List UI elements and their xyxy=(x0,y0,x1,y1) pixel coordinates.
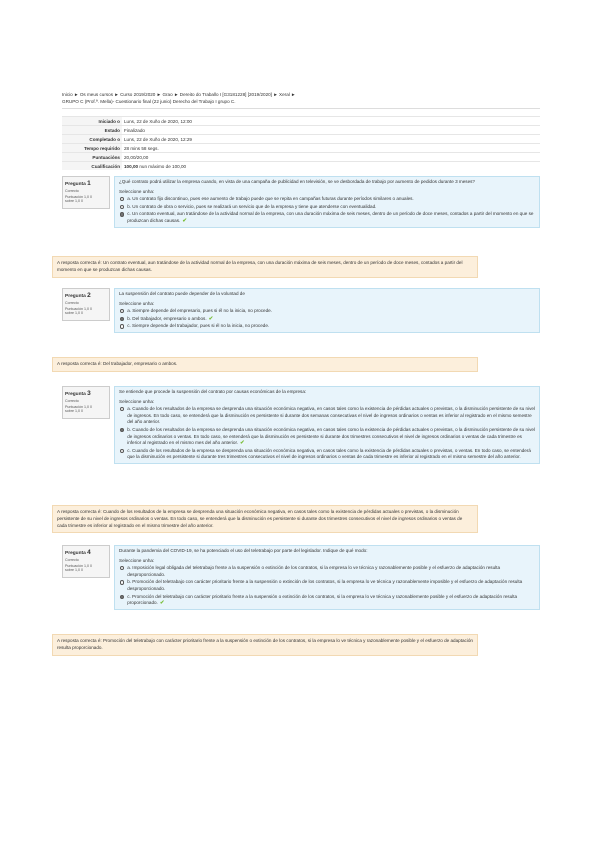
question-score xyxy=(65,564,107,572)
answer-option[interactable] xyxy=(119,594,535,607)
answer-option[interactable] xyxy=(119,579,535,592)
summary-value xyxy=(122,162,540,171)
radio-button[interactable] xyxy=(120,197,124,201)
answer-text-wrap xyxy=(127,406,535,426)
answer-text-wrap xyxy=(127,323,269,330)
answer-text-wrap xyxy=(127,308,272,315)
score-line-1: Puntuación 1,0 0 xyxy=(65,405,92,409)
score-line-2: sobre 1,0 0 xyxy=(65,409,83,413)
question-text: Se entiende que procede la suspensión del contrato por causas económicas de la empresa: xyxy=(119,389,307,394)
question-number xyxy=(65,549,107,556)
question-number-value: 1 xyxy=(87,180,91,187)
answer-text: a. Cuando de los resultados de la empresa se desprenda una situación económica negativa, en casos tales como la existencia de pérdidas actuales o previstas, o la disminución persistente de su nivel de ingresos. En todo caso, se entenderá que la disminución es persistente si durante dos semanas consecutivas el nivel de ingresos ordinarios o ventas es inferior al registrado en el mismo semestre del año anterior. xyxy=(127,406,535,425)
answer-option[interactable] xyxy=(119,308,535,315)
radio-button[interactable] xyxy=(120,595,124,599)
question-content xyxy=(114,288,540,333)
summary-label: Completado o xyxy=(62,135,122,144)
answer-text: a. Siempre depende del empresario, pues si él no la inicia, no procede. xyxy=(127,308,272,314)
score-line-2: sobre 1,0 0 xyxy=(65,199,83,203)
question-label: Pregunta xyxy=(65,182,86,187)
answer-option[interactable] xyxy=(119,323,535,330)
question-content xyxy=(114,545,540,610)
answer-text-wrap xyxy=(127,594,535,607)
question-info xyxy=(62,288,110,321)
question-score xyxy=(65,405,107,413)
summary-row xyxy=(62,135,540,144)
question-info xyxy=(62,386,110,419)
answer-text: a. Un contrato fijo discontinuo, pues ese aumento de trabajo puede que se repita en campañas futuras durante períodos similares o anuales. xyxy=(127,196,414,202)
question-score xyxy=(65,195,107,203)
radio-button[interactable] xyxy=(120,566,124,570)
question-label: Pregunta xyxy=(65,392,86,397)
question-status: Correcto xyxy=(65,189,79,193)
radio-button[interactable] xyxy=(120,449,124,453)
radio-button[interactable] xyxy=(120,309,124,313)
answer-text-wrap xyxy=(127,196,414,203)
summary-label: Tempo requirido xyxy=(62,144,122,153)
attempt-summary-table xyxy=(62,116,540,170)
select-prompt: Seleccione unha: xyxy=(119,398,155,404)
question-status: Correcto xyxy=(65,301,79,305)
breadcrumb-line-2[interactable]: GRUPO C (Prof.ª. Mella)- Cuestionario final (22 junio) Derecho del Trabajo I grupo C. xyxy=(62,99,236,104)
select-prompt: Seleccione unha: xyxy=(119,188,155,194)
radio-button[interactable] xyxy=(120,317,124,321)
score-line-2: sobre 1,0 0 xyxy=(65,568,83,572)
summary-row xyxy=(62,153,540,162)
breadcrumb xyxy=(62,91,540,109)
question-info xyxy=(62,545,110,578)
correct-answer-feedback: A resposta correcta é: Del trabajador, empresario o ambos. xyxy=(52,357,478,372)
answer-option[interactable] xyxy=(119,211,535,224)
question-number-value: 3 xyxy=(87,390,91,397)
question-number xyxy=(65,292,107,299)
summary-value: 28 mins 58 segs. xyxy=(122,144,540,153)
radio-button[interactable] xyxy=(120,324,124,328)
summary-value: 20,00/20,00 xyxy=(122,153,540,162)
answer-text: c. Promoción del teletrabajo con carácter prioritario frente a la suspensión o extinción de los contratos, si la empresa lo ve técnica y razonablemente posible y el esfuerzo de adaptación resulta proporcionado. xyxy=(127,593,518,606)
grade-max: nun máximo de 100,00 xyxy=(138,163,187,169)
answer-option[interactable] xyxy=(119,427,535,447)
summary-value: Finalizado xyxy=(122,126,540,135)
score-line-1: Puntuación 1,0 0 xyxy=(65,564,92,568)
breadcrumb-line-1[interactable]: Inicio ► Os meus cursos ► Curso 2019/2020 ► Grao ► Dereito do Traballo I [G3181228] [2019/2020] ► Xeral ► xyxy=(62,92,296,97)
answer-text-wrap xyxy=(127,427,535,447)
answer-text: b. Cuando de los resultados de la empresa se desprenda una situación económica negativa, en casos tales como la existencia de pérdidas actuales o previstas, o la disminución persistente de su nivel de ingresos ordinarios o ventas. En todo caso, se entenderá que la disminución es persistente si durante dos trimestres consecutivos el nivel de ingresos ordinarios o ventas de cada trimestre es inferior al registrado en el mismo mes del año anterior. xyxy=(127,426,535,446)
answer-text: b. Un contrato de obra o servicio, pues se realizará un servicio que de la empresa y tiene que atenderse con eventualidad. xyxy=(127,203,377,209)
summary-row xyxy=(62,162,540,171)
select-prompt: Seleccione unha: xyxy=(119,300,155,306)
answer-text-wrap xyxy=(127,579,535,592)
answer-option[interactable] xyxy=(119,196,535,203)
answer-text: c. Cuando de los resultados de la empresa se desprenda una situación económica negativa, en casos tales como la existencia de pérdidas actuales o previstas, o ventas. En todo caso, se entenderá que la disminución es persistente si durante tres trimestres consecutivos el nivel de ingresos ordinarios o ventas de cada trimestre es inferior al registrado en el mismo semestre del año anterior. xyxy=(127,447,531,460)
question-status: Correcto xyxy=(65,558,79,562)
answer-text: c. Siempre depende del trabajador, pues si él no la inicia, no procede. xyxy=(127,323,270,329)
score-line-1: Puntuación 1,0 0 xyxy=(65,195,92,199)
question-number-value: 4 xyxy=(87,549,91,556)
answer-option[interactable] xyxy=(119,204,535,211)
summary-row xyxy=(62,126,540,135)
answer-text-wrap xyxy=(127,204,376,211)
summary-label: Iniciado o xyxy=(62,117,122,126)
grade-value: 100,00 xyxy=(124,163,139,169)
answer-text: c. Un contrato eventual, aun tratándose de la actividad normal de la empresa, con una duración máxima de seis meses, dentro de un período de doce meses, contados a partir del momento en que se produzcan dichas causas. xyxy=(127,211,534,223)
answer-text-wrap xyxy=(127,316,213,323)
question-label: Pregunta xyxy=(65,551,86,556)
select-prompt: Seleccione unha: xyxy=(119,557,155,563)
correct-answer-feedback: A resposta correcta é: Cuando de los resultados de la empresa se desprenda una situación económica negativa, en casos tales como la existencia de pérdidas actuales o previstas, o la disminución persistente de su nivel de ingresos ordinarios o ventas. En todo caso, se entenderá que la disminución es persistente si durante dos trimestres consecutivos el nivel de ingresos ordinarios o ventas de cada trimestre es inferior al registrado en el mismo trimestre del año anterior. xyxy=(52,505,478,533)
question-text: ¿Qué contrato podrá utilizar la empresa cuando, en vista de una campaña de publicidad en televisión, se ve desbordada de trabajo por aumento de pedidos durante 3 meses? xyxy=(119,179,475,184)
question-text: Durante la pandemia del COVID-19, se ha potenciado el uso del teletrabajo por parte del legislador. Indique de qué modo: xyxy=(119,548,368,553)
checkmark-icon: ✔ xyxy=(182,217,187,224)
question-content xyxy=(114,386,540,464)
answer-text-wrap xyxy=(127,565,535,578)
radio-button[interactable] xyxy=(120,407,124,411)
answer-option[interactable] xyxy=(119,316,535,323)
checkmark-icon: ✔ xyxy=(159,600,165,607)
radio-button[interactable] xyxy=(120,205,124,209)
answer-text: b. Promoción del teletrabajo con carácter prioritario frente a la suspensión o extinción de los contratos, si la empresa lo ve técnica y razonablemente imposible y el esfuerzo de adaptación resulta desproporcionado. xyxy=(127,579,523,591)
question-score xyxy=(65,307,107,315)
summary-row xyxy=(62,144,540,153)
summary-value: Luns, 22 de Xuño de 2020, 12:29 xyxy=(122,135,540,144)
answer-option[interactable] xyxy=(119,448,535,461)
answer-text: a. Imposición legal obligada del teletrabajo frente a la suspensión o extinción de los contratos, si la empresa lo ve técnica y razonablemente posible y el esfuerzo de adaptación resulta desproporcionado. xyxy=(127,565,501,577)
checkmark-icon: ✔ xyxy=(208,315,214,322)
score-line-1: Puntuación 1,0 0 xyxy=(65,307,92,311)
question-text: La suspensión del contrato puede depender de la voluntad de xyxy=(119,291,245,296)
radio-button[interactable] xyxy=(120,580,124,584)
question-content xyxy=(114,176,540,228)
checkmark-icon: ✔ xyxy=(240,440,245,447)
question-status: Correcto xyxy=(65,399,79,403)
score-line-2: sobre 1,0 0 xyxy=(65,311,83,315)
question-number xyxy=(65,390,107,397)
answer-text: b. Del trabajador, empresario o ambos. xyxy=(127,315,207,321)
summary-label: Cualificación xyxy=(62,162,122,171)
answer-option[interactable] xyxy=(119,406,535,426)
radio-button[interactable] xyxy=(120,212,124,216)
correct-answer-feedback: A resposta correcta é: Un contrato eventual, aun tratándose de la actividad normal de la empresa, con una duración máxima de seis meses, dentro de un período de doce meses, contados a partir del momento en que se produzcan dichas causas. xyxy=(52,256,478,278)
question-number xyxy=(65,180,107,187)
radio-button[interactable] xyxy=(120,428,124,432)
question-info xyxy=(62,176,110,209)
summary-label: Puntuacións xyxy=(62,153,122,162)
answer-text-wrap xyxy=(127,448,535,461)
summary-row xyxy=(62,117,540,126)
summary-label: Estado xyxy=(62,126,122,135)
summary-value: Luns, 22 de Xuño de 2020, 12:00 xyxy=(122,117,540,126)
question-number-value: 2 xyxy=(87,292,91,299)
answer-option[interactable] xyxy=(119,565,535,578)
question-label: Pregunta xyxy=(65,294,86,299)
answer-text-wrap xyxy=(127,211,535,224)
correct-answer-feedback: A resposta correcta é: Promoción del teletrabajo con carácter prioritario frente a la suspensión o extinción de los contratos, si la empresa lo ve técnica y razonablemente posible y el esfuerzo de adaptación resulta proporcionado. xyxy=(52,634,478,656)
